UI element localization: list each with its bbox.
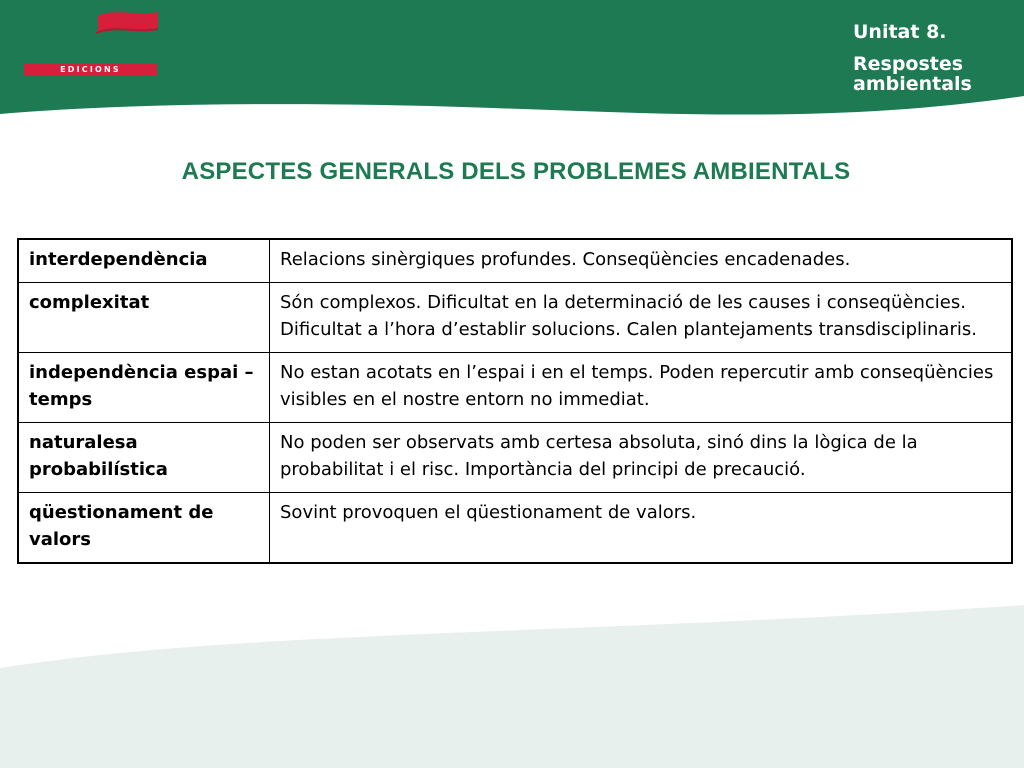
- bottom-wave: [0, 605, 1024, 768]
- table-row: [18, 239, 1012, 283]
- row-description: No poden ser observats amb certesa absoluta, sinó dins la lògica de la probabilitat i el risc. Importància del principi de precaució.: [270, 423, 1013, 493]
- unit-info: [853, 20, 1024, 94]
- table-row: [18, 283, 1012, 353]
- table-row: [18, 353, 1012, 423]
- table-row: [18, 493, 1012, 564]
- row-term: complexitat: [18, 283, 270, 353]
- row-term: qüestionament de valors: [18, 493, 270, 564]
- brand-sub: EDICIONS: [60, 65, 121, 74]
- brand-name: Castellnou: [24, 28, 167, 61]
- row-description: No estan acotats en l’espai i en el temps. Poden repercutir amb conseqüències visibles en el nostre entorn no immediat.: [270, 353, 1013, 423]
- row-description: Sovint provoquen el qüestionament de valors.: [270, 493, 1013, 564]
- table-row: [18, 423, 1012, 493]
- aspects-table: [17, 238, 1013, 564]
- unit-title: Unitat 8.: [853, 21, 947, 43]
- row-term: interdependència: [18, 239, 270, 283]
- unit-subtitle: Respostes ambientals: [853, 53, 972, 95]
- row-description: Són complexos. Dificultat en la determinació de les causes i conseqüències. Dificultat a l’hora d’establir solucions. Calen plantejaments transdisciplinaris.: [270, 283, 1013, 353]
- row-description: Relacions sinèrgiques profundes. Conseqüències encadenades.: [270, 239, 1013, 283]
- row-term: naturalesa probabilística: [18, 423, 270, 493]
- row-term: independència espai – temps: [18, 353, 270, 423]
- page-title: ASPECTES GENERALS DELS PROBLEMES AMBIENTALS: [181, 158, 851, 185]
